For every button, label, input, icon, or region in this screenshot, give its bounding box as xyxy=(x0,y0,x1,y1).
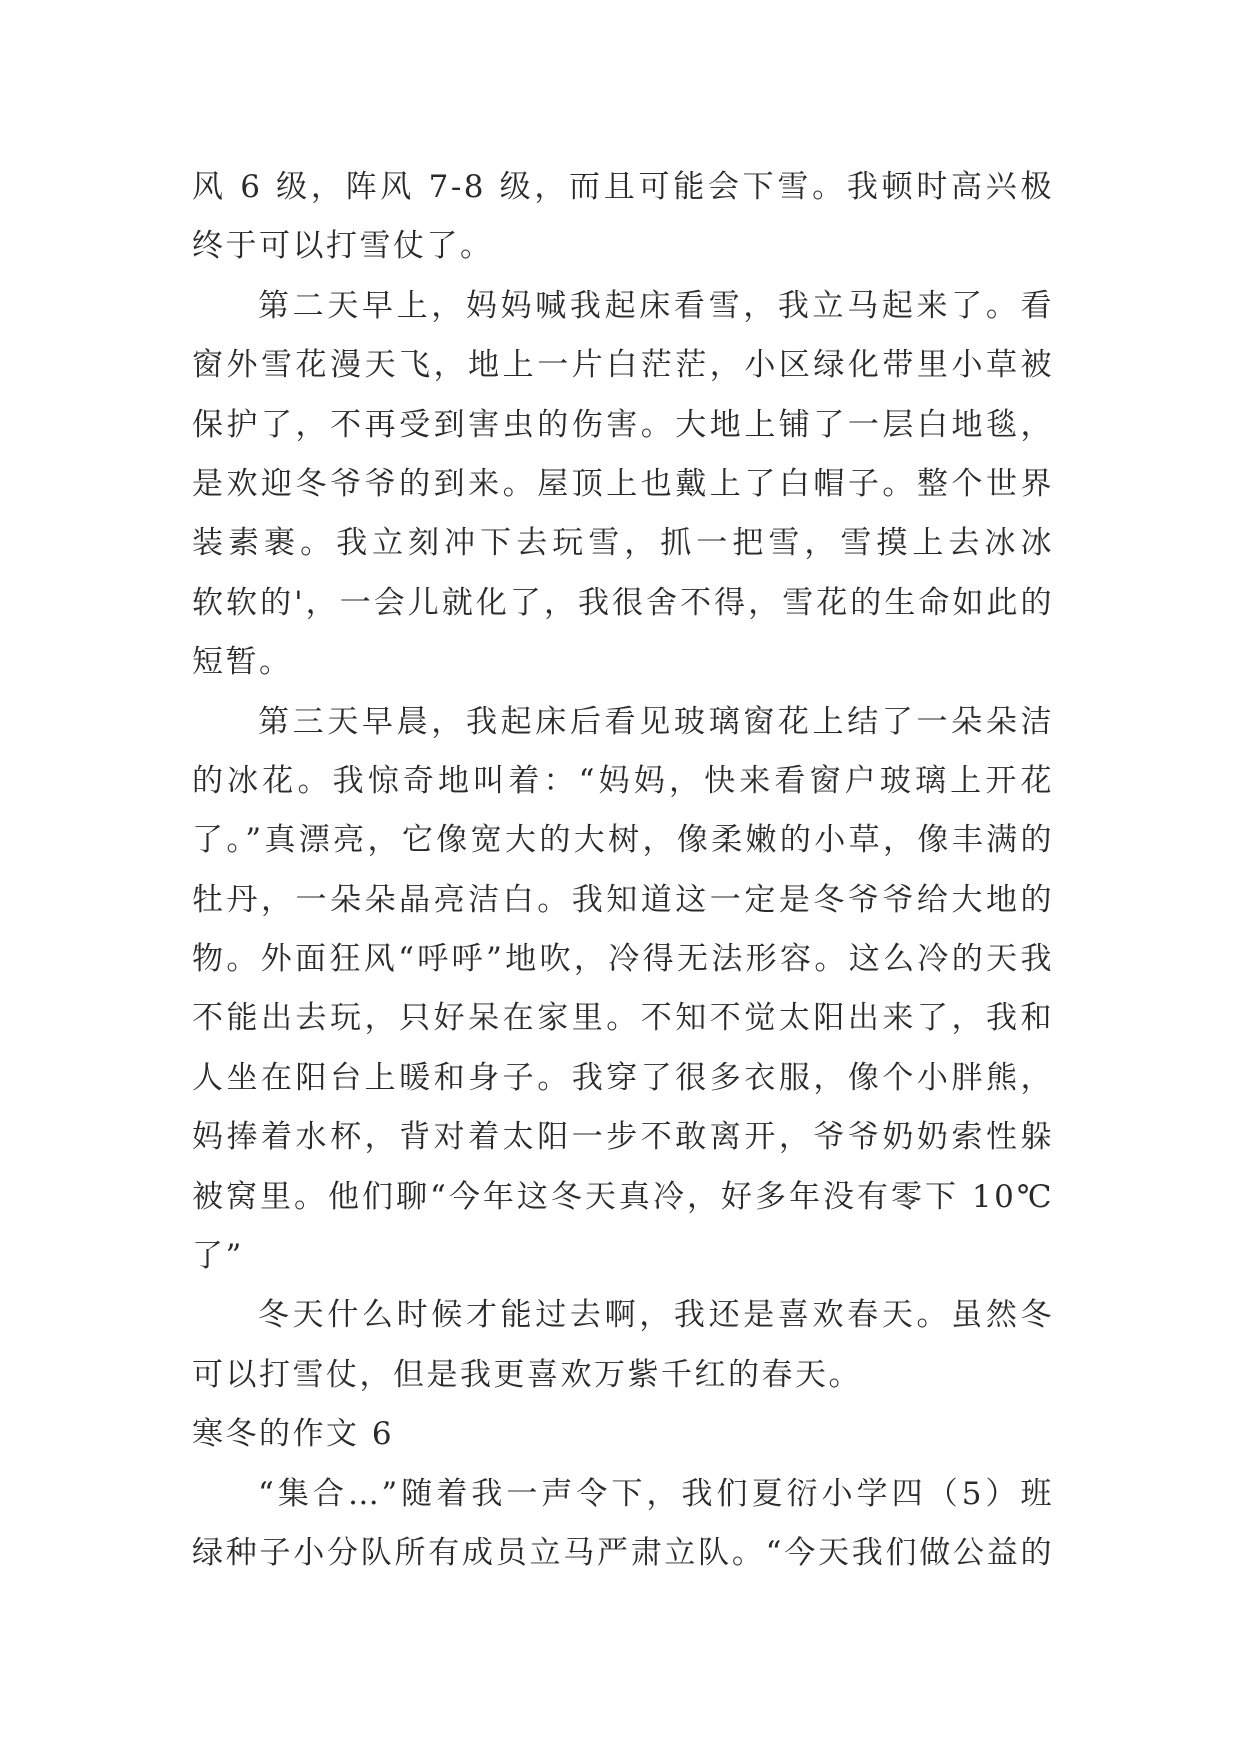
text-line: 绿种子小分队所有成员立马严肃立队。“今天我们做公益的 xyxy=(192,1534,1054,1571)
text-line: 保护了，不再受到害虫的伤害。大地上铺了一层白地毯， xyxy=(192,406,1054,443)
section-heading: 寒冬的作文 6 xyxy=(192,1416,395,1453)
text-line: 软软的'，一会儿就化了，我很舍不得，雪花的生命如此的 xyxy=(192,584,1054,621)
text-line: 窗外雪花漫天飞，地上一片白茫茫，小区绿化带里小草被 xyxy=(192,347,1054,384)
text-line: 终于可以打雪仗了。 xyxy=(192,228,494,265)
text-line: 妈捧着水杯，背对着太阳一步不敢离开，爷爷奶奶索性躲 xyxy=(192,1119,1054,1156)
text-line: 不能出去玩，只好呆在家里。不知不觉太阳出来了，我和 xyxy=(192,1000,1054,1037)
text-line: 的冰花。我惊奇地叫着：“妈妈，快来看窗户玻璃上开花 xyxy=(192,762,1054,799)
text-line: 了。”真漂亮，它像宽大的大树，像柔嫩的小草，像丰满的 xyxy=(192,822,1054,859)
text-line: 风 6 级，阵风 7-8 级，而且可能会下雪。我顿时高兴极 xyxy=(192,169,1054,205)
text-line: 物。外面狂风“呼呼”地吹，冷得无法形容。这么冷的天我 xyxy=(192,941,1054,978)
text-line: 被窝里。他们聊“今年这冬天真冷，好多年没有零下 10℃ xyxy=(192,1178,1054,1215)
text-line: 人坐在阳台上暖和身子。我穿了很多衣服，像个小胖熊， xyxy=(192,1059,1054,1096)
text-line: 第二天早上，妈妈喊我起床看雪，我立马起来了。看 xyxy=(258,287,1054,324)
text-line: 冬天什么时候才能过去啊，我还是喜欢春天。虽然冬 xyxy=(258,1297,1054,1334)
essay-body xyxy=(192,158,1054,1583)
text-line: 装素裹。我立刻冲下去玩雪，抓一把雪，雪摸上去冰冰 xyxy=(192,525,1054,562)
text-line: 短暂。 xyxy=(192,644,293,681)
text-line: 可以打雪仗，但是我更喜欢万紫千红的春天。 xyxy=(192,1356,862,1393)
text-line: “集合…”随着我一声令下，我们夏衍小学四（5）班 xyxy=(258,1475,1054,1512)
text-line: 第三天早晨，我起床后看见玻璃窗花上结了一朵朵洁 xyxy=(258,703,1054,740)
text-line: 是欢迎冬爷爷的到来。屋顶上也戴上了白帽子。整个世界 xyxy=(192,465,1054,502)
text-line: 了” xyxy=(192,1238,244,1275)
text-line: 牡丹，一朵朵晶亮洁白。我知道这一定是冬爷爷给大地的 xyxy=(192,881,1054,918)
